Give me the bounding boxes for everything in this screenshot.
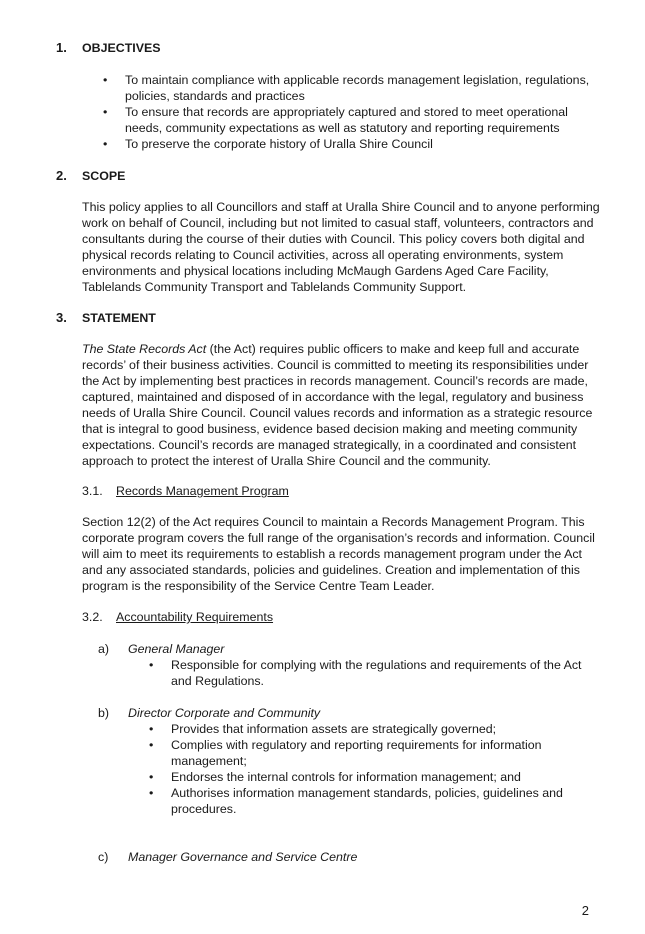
- subsection-number: 3.1.: [82, 484, 103, 498]
- page-number: 2: [581, 903, 589, 918]
- list-item: • To maintain compliance with applicable records management legislation, regulations, policies, standards and practices: [103, 73, 590, 103]
- objectives-list: [103, 72, 595, 152]
- role-letter: b): [98, 706, 110, 720]
- list-item: • To preserve the corporate history of Uralla Shire Council: [103, 137, 433, 151]
- section-2-heading: [56, 168, 125, 184]
- scope-paragraph: This policy applies to all Councillors and staff at Uralla Shire Council and to anyone performing work on behalf of Council, including but not limited to casual staff, volunteers, contractors and consultants during the course of their duties with Council. This policy covers both digital and physical records relating to Council activities, across all operating environments, system environments and physical locations including McMaugh Gardens Aged Care Facility, Tablelands Community Transport and Tablelands Community Support.: [82, 200, 600, 294]
- bullet-icon: •: [149, 770, 154, 784]
- subsection-title: Accountability Requirements: [116, 610, 274, 624]
- list-item: • Complies with regulatory and reporting requirements for information management;: [149, 738, 542, 768]
- director-corporate-list: [149, 721, 591, 817]
- role-general-manager: [98, 641, 224, 657]
- section-title: SCOPE: [82, 169, 126, 183]
- role-manager-governance: [98, 849, 357, 865]
- subsection-3-2-heading: [82, 609, 273, 625]
- statement-paragraph: The State Records Act (the Act) requires public officers to make and keep full and accurate records’ of their business activities. Council is committed to meeting its responsibilities under the Act by implementing best practices in records management. Council’s records are made, captured, maintained and disposed of in accordance with the legal, regulatory and business needs of Uralla Shire Council. Council values records and information as a strategic resource that is integral to good business, evidence based decision making and meeting community expectations. Council’s records are managed strategically, in a coordinated and consistent approach to protect the interest of Uralla Shire Council and the community.: [82, 342, 593, 468]
- subsection-number: 3.2.: [82, 610, 103, 624]
- bullet-icon: •: [103, 105, 108, 119]
- list-item: • Provides that information assets are strategically governed;: [149, 722, 497, 736]
- bullet-icon: •: [103, 137, 108, 151]
- section-number: 2.: [56, 168, 67, 183]
- section-number: 3.: [56, 310, 67, 325]
- bullet-icon: •: [149, 722, 154, 736]
- bullet-icon: •: [149, 738, 154, 752]
- list-item: • Responsible for complying with the regulations and requirements of the Act and Regulations.: [149, 658, 582, 688]
- bullet-icon: •: [149, 658, 154, 672]
- role-letter: c): [98, 850, 109, 864]
- role-letter: a): [98, 642, 110, 656]
- section-number: 1.: [56, 40, 67, 55]
- list-item: • To ensure that records are appropriately captured and stored to meet operational needs, community expectations as well as statutory and reporting requirements: [103, 105, 568, 135]
- bullet-icon: •: [103, 73, 108, 87]
- role-director-corporate: [98, 705, 320, 721]
- subsection-3-1-heading: [82, 483, 289, 499]
- list-item: • Endorses the internal controls for information management; and: [149, 770, 521, 784]
- act-title: The State Records Act: [82, 342, 207, 356]
- role-title: General Manager: [128, 642, 225, 656]
- bullet-icon: •: [149, 786, 154, 800]
- role-title: Director Corporate and Community: [128, 706, 321, 720]
- role-title: Manager Governance and Service Centre: [128, 850, 358, 864]
- section-title: STATEMENT: [82, 311, 156, 325]
- list-item: • Authorises information management standards, policies, guidelines and procedures.: [149, 786, 563, 816]
- section-1-heading: [56, 40, 161, 56]
- subsection-title: Records Management Program: [116, 484, 289, 498]
- section-3-heading: [56, 310, 156, 326]
- general-manager-list: [149, 657, 591, 689]
- section-title: OBJECTIVES: [82, 41, 161, 55]
- records-program-paragraph: Section 12(2) of the Act requires Council to maintain a Records Management Program. This corporate program covers the full range of the organisation’s records and information. Council will aim to meet its requirements to establish a records management program under the Act and any associated standards, policies and guidelines. Creation and implementation of this program is the responsibility of the Service Centre Team Leader.: [82, 515, 595, 593]
